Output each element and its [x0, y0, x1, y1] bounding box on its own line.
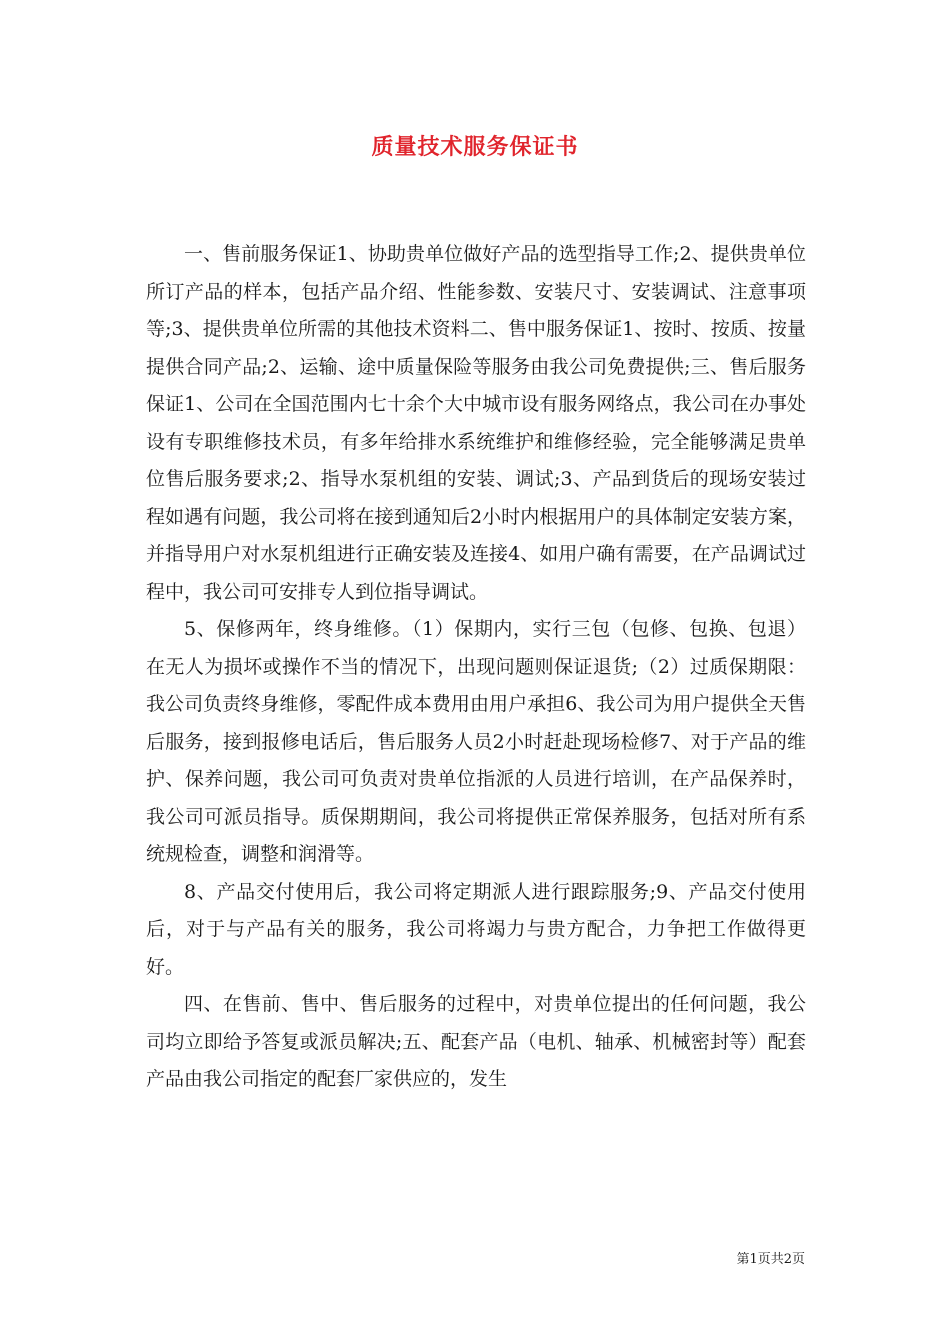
document-title: 质量技术服务保证书 [371, 134, 579, 160]
document-body [146, 236, 806, 1099]
paragraph-response-and-parts: 四、在售前、售中、售后服务的过程中，对贵单位提出的任何问题，我公司均立即给予答复或派员解决;五、配套产品（电机、轴承、机械密封等）配套产品由我公司指定的配套厂家供应的，发生 [146, 993, 806, 1090]
page-number: 第1页共2页 [736, 1252, 805, 1267]
paragraph-presale-sale-aftersale: 一、售前服务保证1、协助贵单位做好产品的选型指导工作;2、提供贵单位所订产品的样本，包括产品介绍、性能参数、安装尺寸、安装调试、注意事项等;3、提供贵单位所需的其他技术资料二、售中服务保证1、按时、按质、按量提供合同产品;2、运输、途中质量保险等服务由我公司免费提供;三、售后服务保证1、公司在全国范围内七十余个大中城市设有服务网络点，我公司在办事处设有专职维修技术员，有多年给排水系统维护和维修经验，完全能够满足贵单位售后服务要求;2、指导水泵机组的安装、调试;3、产品到货后的现场安装过程如遇有问题，我公司将在接到通知后2小时内根据用户的具体制定安装方案，并指导用户对水泵机组进行正确安装及连接4、如用户确有需要，在产品调试过程中，我公司可安排专人到位指导调试。 [146, 243, 806, 603]
paragraph-followup-service: 8、产品交付使用后，我公司将定期派人进行跟踪服务;9、产品交付使用后，对于与产品有关的服务，我公司将竭力与贵方配合，力争把工作做得更好。 [146, 880, 806, 978]
paragraph-warranty: 5、保修两年，终身维修。（1）保期内，实行三包（包修、包换、包退）在无人为损坏或操作不当的情况下，出现问题则保证退货;（2）过质保期限：我公司负责终身维修，零配件成本费用由用户承担6、我公司为用户提供全天售后服务，接到报修电话后，售后服务人员2小时赶赴现场检修7、对于产品的维护、保养问题，我公司可负责对贵单位指派的人员进行培训，在产品保养时，我公司可派员指导。质保期期间，我公司将提供正常保养服务，包括对所有系统规检查，调整和润滑等。 [146, 618, 806, 865]
